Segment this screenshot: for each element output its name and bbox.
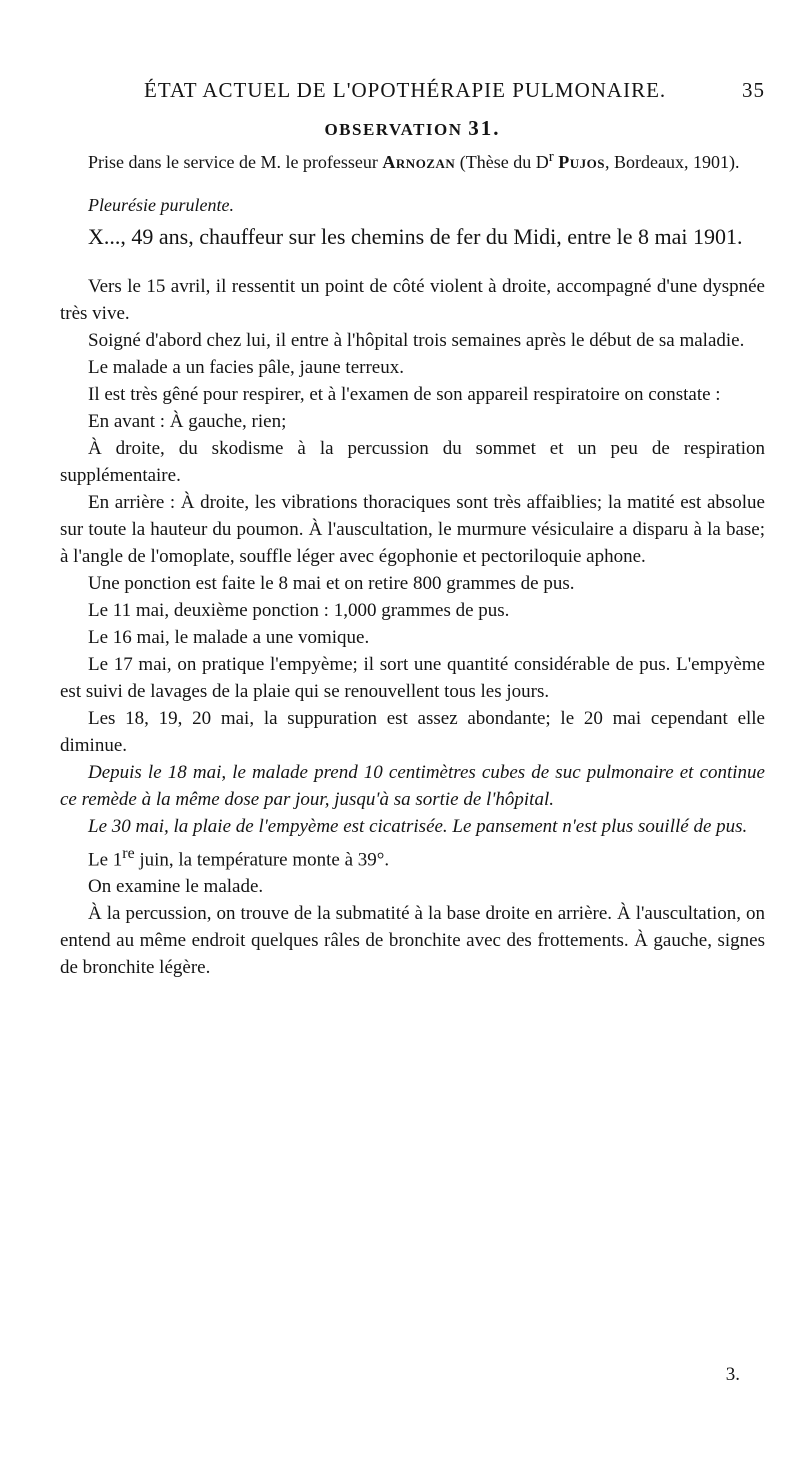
diagnosis: Pleurésie purulente. — [88, 195, 234, 215]
source-note-text-3: , Bordeaux, 1901). — [604, 152, 740, 172]
italic-paragraph: Depuis le 18 mai, le malade prend 10 centimètres cubes de suc pulmonaire et continue ce remède à la même dose par jour, jusqu'à sa sortie de l'hôpital. — [60, 762, 765, 810]
paragraph: Vers le 15 avril, il ressentit un point de côté violent à droite, accompagné d'une dyspnée très vive. — [60, 276, 765, 324]
book-page — [60, 78, 765, 981]
paragraph: Le 11 mai, deuxième ponction : 1,000 grammes de pus. — [88, 600, 510, 621]
paragraph: À droite, du skodisme à la percussion du sommet et un peu de respiration supplémentaire. — [60, 438, 765, 486]
june-paragraph — [60, 840, 765, 873]
paragraph: On examine le malade. — [88, 876, 264, 898]
paragraph: Le 16 mai, le malade a une vomique. — [88, 627, 370, 648]
paragraph: À la percussion, on trouve de la submatité à la base droite en arrière. À l'auscultation, on entend au même endroit quelques râles de bronchite avec des frottements. À gauche, signes de bronchite légère. — [60, 903, 765, 979]
doctor-abbrev-sup: r — [548, 149, 554, 165]
june-text-2: juin, la température monte à 39°. — [134, 849, 390, 871]
professor-name: Arnozan — [382, 152, 456, 172]
source-note-text: Prise dans le service de M. le professeur — [88, 152, 383, 172]
observation-number: 31. — [468, 116, 501, 140]
paragraph: Le 17 mai, on pratique l'empyème; il sort une quantité considérable de pus. L'empyème est suivi de lavages de la plaie qui se renouvellent tous les jours. — [60, 654, 765, 702]
observation-heading — [60, 116, 765, 144]
running-title: ÉTAT ACTUEL DE L'OPOTHÉRAPIE PULMONAIRE. — [144, 78, 667, 102]
paragraph: Les 18, 19, 20 mai, la suppuration est assez abondante; le 20 mai cependant elle diminue. — [60, 708, 765, 756]
source-note — [60, 144, 765, 176]
paragraph: Il est très gêné pour respirer, et à l'examen de son appareil respiratoire on constate : — [88, 384, 721, 405]
june-sup: re — [122, 845, 135, 862]
observation-label: OBSERVATION — [324, 120, 463, 139]
thesis-author-name: Pujos — [558, 152, 605, 172]
italic-paragraph: Le 30 mai, la plaie de l'empyème est cicatrisée. Le pansement n'est plus souillé de pus. — [88, 816, 748, 837]
signature-mark: 3. — [725, 1364, 740, 1385]
patient-line: X..., 49 ans, chauffeur sur les chemins de fer du Midi, entre le 8 mai 1901. — [88, 224, 743, 249]
running-header — [60, 78, 765, 114]
paragraph: Une ponction est faite le 8 mai et on retire 800 grammes de pus. — [88, 573, 575, 594]
paragraph: En avant : À gauche, rien; — [88, 411, 287, 432]
paragraph: Le malade a un facies pâle, jaune terreux. — [88, 357, 404, 378]
paragraph: Soigné d'abord chez lui, il entre à l'hôpital trois semaines après le début de sa maladie. — [88, 330, 745, 351]
case-body — [60, 273, 765, 981]
source-note-text-2: (Thèse du D — [455, 152, 549, 172]
paragraph: En arrière : À droite, les vibrations thoraciques sont très affaiblies; la matité est absolue sur toute la hauteur du poumon. À l'auscultation, le murmure vésiculaire a disparu à la base; à l'angle de l'omoplate, souffle léger avec égophonie et pectoriloquie aphone. — [60, 492, 765, 567]
june-text: Le 1 — [88, 849, 123, 871]
page-number: 35 — [742, 78, 765, 102]
